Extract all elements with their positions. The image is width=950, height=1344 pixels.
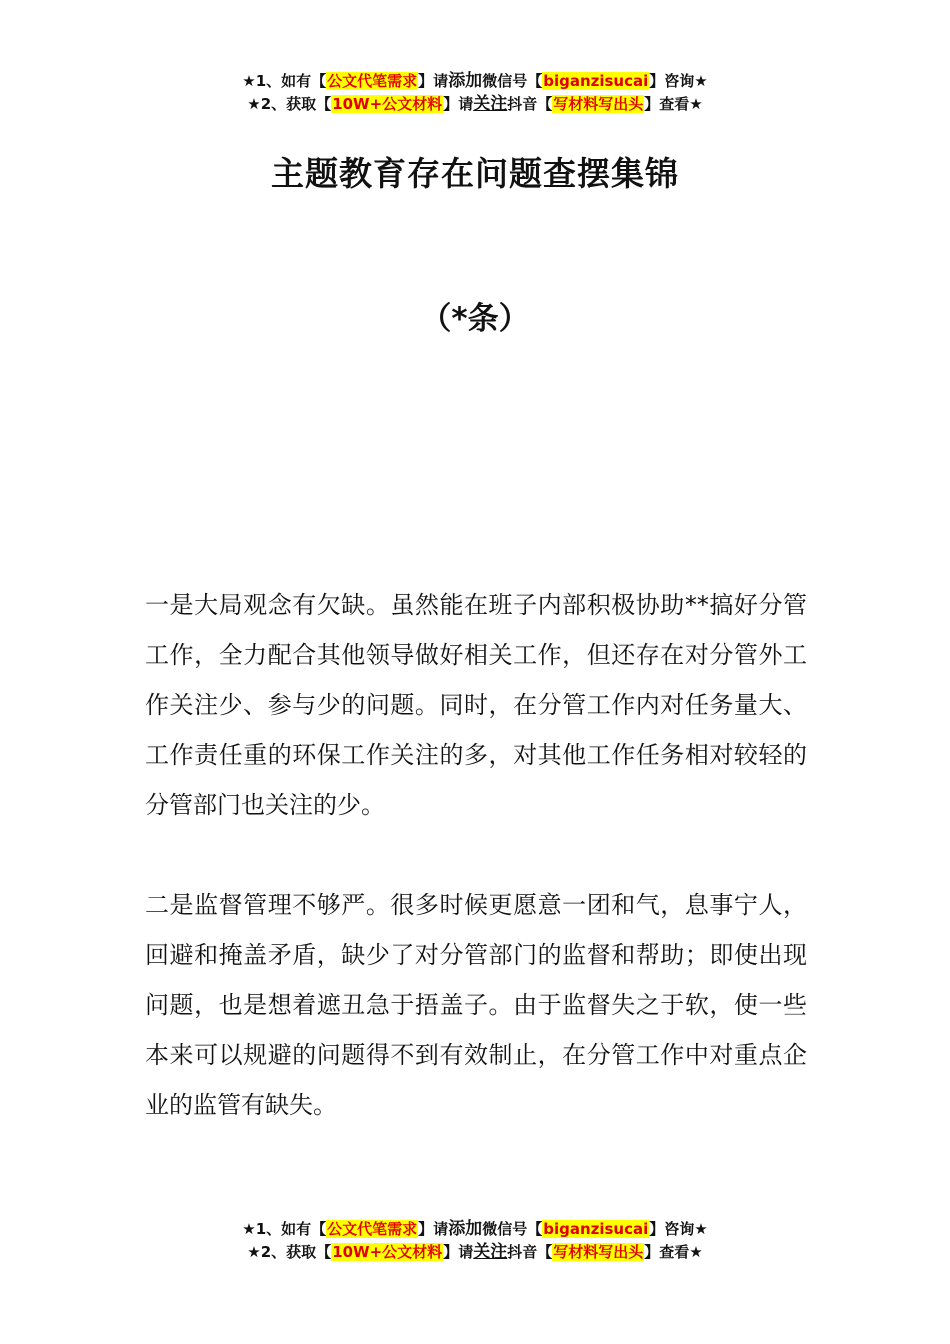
paragraph-2: 二是监督管理不够严。很多时候更愿意一团和气，息事宁人，回避和掩盖矛盾，缺少了对分管部门的监督和帮助；即使出现问题，也是想着遮丑急于捂盖子。由于监督失之于软，使一些本来可以规避的问题得不到有效制止，在分管工作中对重点企业的监管有缺失。 xyxy=(145,891,807,1119)
banner-highlight-materials: 10W+公文材料 xyxy=(332,95,443,113)
banner-line-2: ★2、获取【10W+公文材料】请关注抖音【写材料写出头】查看★ xyxy=(247,94,703,114)
footer-line-1: ★1、如有【公文代笔需求】请添加微信号【biganzisucai】咨询★ xyxy=(242,1219,708,1239)
document-subtitle: （*条） xyxy=(420,301,530,337)
footer-banner xyxy=(0,1218,950,1264)
header-banner xyxy=(0,70,950,116)
document-title: 主题教育存在问题查摆集锦 xyxy=(271,154,679,193)
banner-highlight-douyin: 写材料写出头 xyxy=(553,95,644,113)
footer-highlight-wechat-id: biganzisucai xyxy=(543,1220,649,1238)
footer-highlight-materials: 10W+公文材料 xyxy=(332,1243,443,1261)
banner-highlight-service: 公文代笔需求 xyxy=(327,72,418,90)
banner-line-1: ★1、如有【公文代笔需求】请添加微信号【biganzisucai】咨询★ xyxy=(242,71,708,91)
paragraph-1: 一是大局观念有欠缺。虽然能在班子内部积极协助**搞好分管工作，全力配合其他领导做好相关工作，但还存在对分管外工作关注少、参与少的问题。同时，在分管工作内对任务量大、工作责任重的环保工作关注的多，对其他工作任务相对较轻的分管部门也关注的少。 xyxy=(145,591,807,819)
footer-highlight-service: 公文代笔需求 xyxy=(327,1220,418,1238)
footer-highlight-douyin: 写材料写出头 xyxy=(553,1243,644,1261)
footer-line-2: ★2、获取【10W+公文材料】请关注抖音【写材料写出头】查看★ xyxy=(247,1242,703,1262)
banner-highlight-wechat-id: biganzisucai xyxy=(543,72,649,90)
